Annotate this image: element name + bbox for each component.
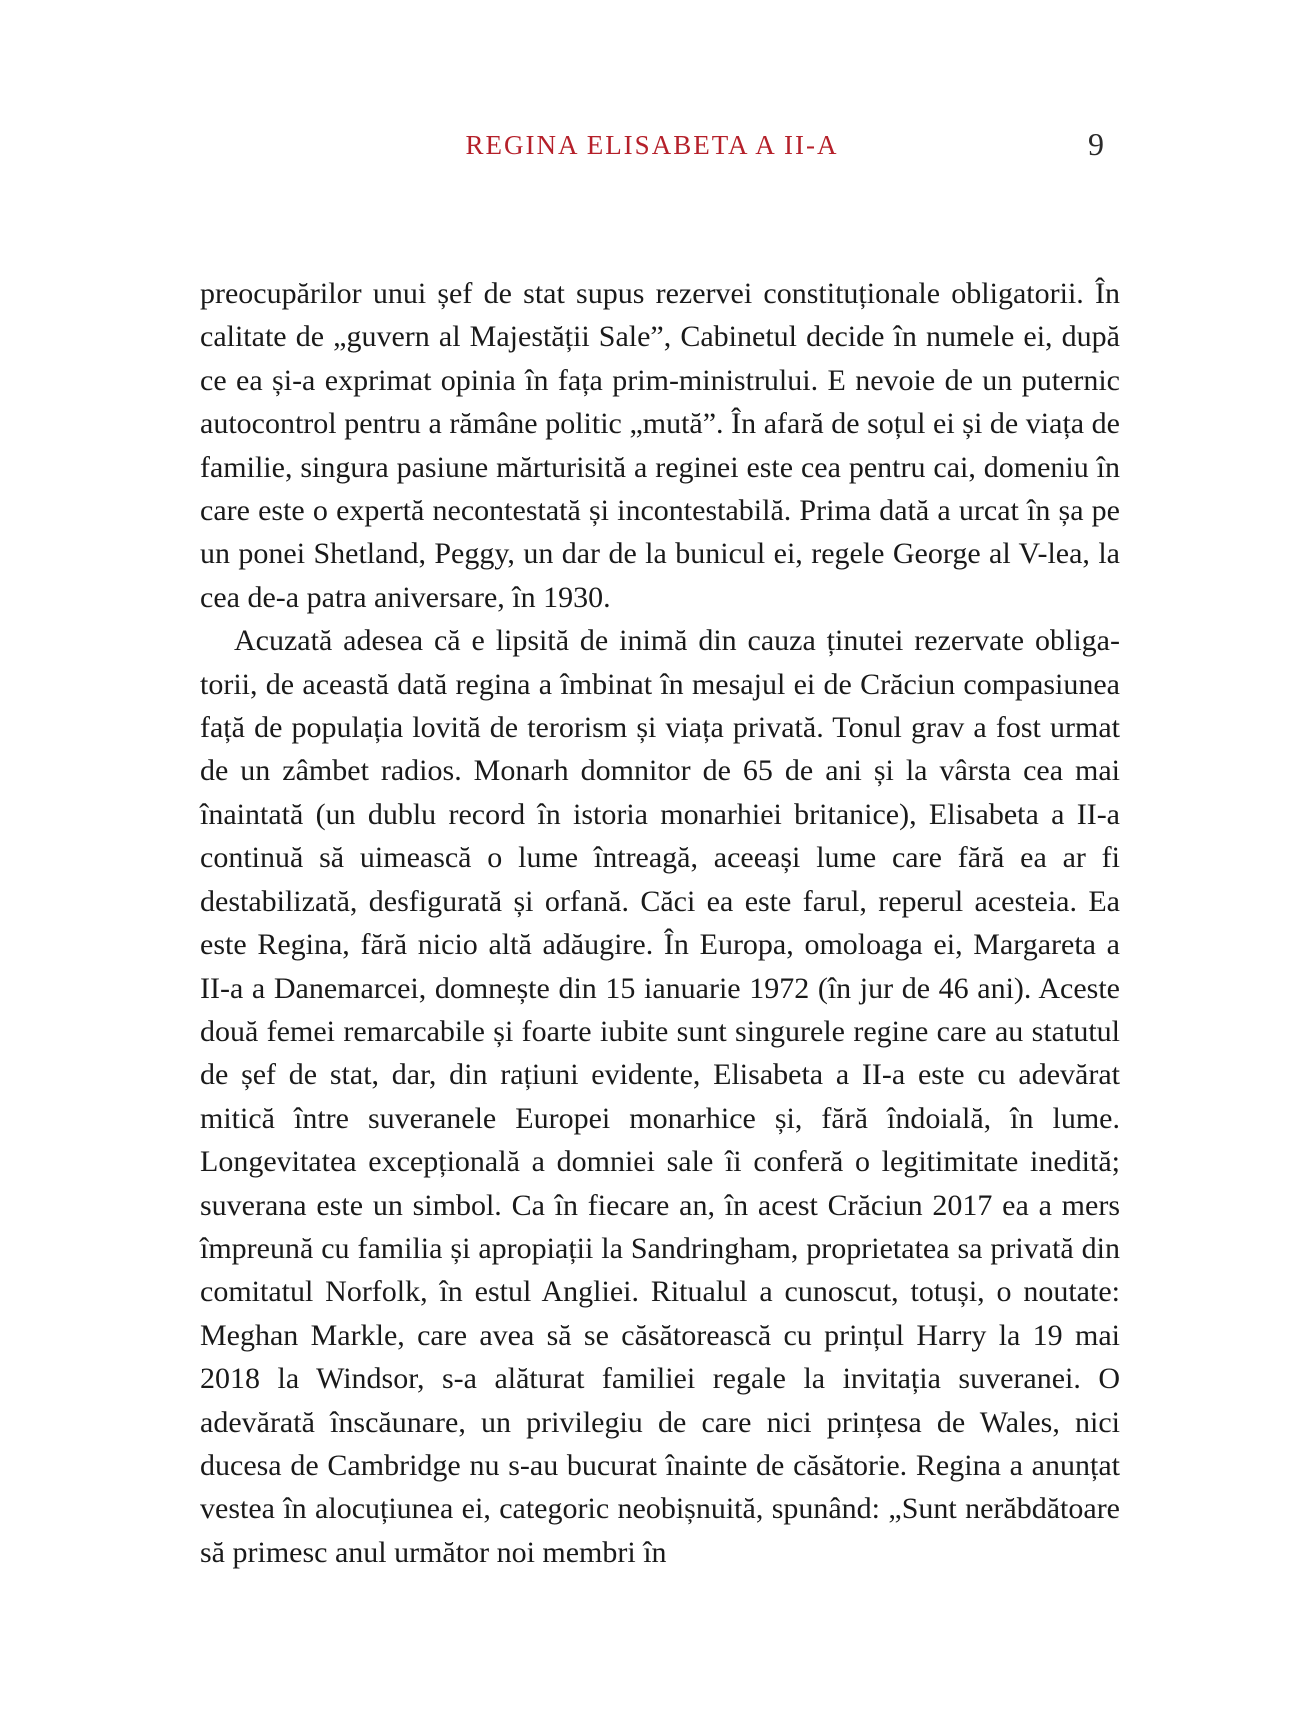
paragraph: preocupărilor unui șef de stat supus rezervei constituționale obligatorii. În calitate de „guvern al Majestății Sale”, Cabinetul decide în numele ei, după ce ea și-a exprimat opinia în fața prim-ministrului. E nevoie de un puternic autocontrol pentru a rămâne politic „mută”. În afară de soțul ei și de viața de familie, singura pasiune mărturisită a reginei este cea pentru cai, domeniu în care este o expertă necontestată și incontestabilă. Prima dată a urcat în șa pe un ponei Shetland, Peggy, un dar de la bunicul ei, regele George al V-lea, la cea de-a patra aniversare, în 1930.: [200, 277, 1120, 614]
paragraph: Acuzată adesea că e lipsită de inimă din cauza ținutei rezervate obligatorii, de această dată regina a îmbinat în mesajul ei de Crăciun compasiunea față de populația lovită de terorism și viața privată. Tonul grav a fost urmat de un zâmbet radios. Monarh domnitor de 65 de ani și la vârsta cea mai înaintată (un dublu record în istoria monarhiei britanice), Elisabeta a II-a continuă să uimească o lume întreagă, aceeași lume care fără ea ar fi destabilizată, desfigurată și orfană. Căci ea este farul, reperul acesteia. Ea este Regina, fără nicio altă adăugire. În Europa, omoloaga ei, Margareta a II-a a Danemarcei, domnește din 15 ianuarie 1972 (în jur de 46 ani). Aceste două femei remarcabile și foarte iubite sunt singurele regine care au statutul de șef de stat, dar, din rațiuni evidente, Elisabeta a II-a este cu adevărat mitică între suveranele Europei monarhice și, fără îndoială, în lume. Longevitatea excepțională a domniei sale îi conferă o legitimitate inedită; suverana este un simbol. Ca în fiecare an, în acest Crăciun 2017 ea a mers împreună cu familia și apropiații la Sandringham, proprietatea sa privată din comitatul Norfolk, în estul Angliei. Ritualul a cunoscut, totuși, o noutate: Meghan Markle, care avea să se căsătorească cu prințul Harry la 19 mai 2018 la Windsor, s-a alăturat familiei regale la invitația suveranei. O adevărată înscăunare, un privilegiu de care nici prințesa de Wales, nici ducesa de Cambridge nu s-au bucurat înainte de căsătorie. Regina a anunțat vestea în alocuțiunea ei, categoric neobișnuită, spunând: „Sunt nerăbdătoare să primesc anul următor noi membri în: [200, 624, 1120, 1569]
body-text: [200, 272, 1120, 1574]
page-number: 9: [1088, 126, 1104, 162]
running-head: [200, 126, 1104, 170]
running-title: REGINA ELISABETA A II-A: [465, 130, 839, 160]
